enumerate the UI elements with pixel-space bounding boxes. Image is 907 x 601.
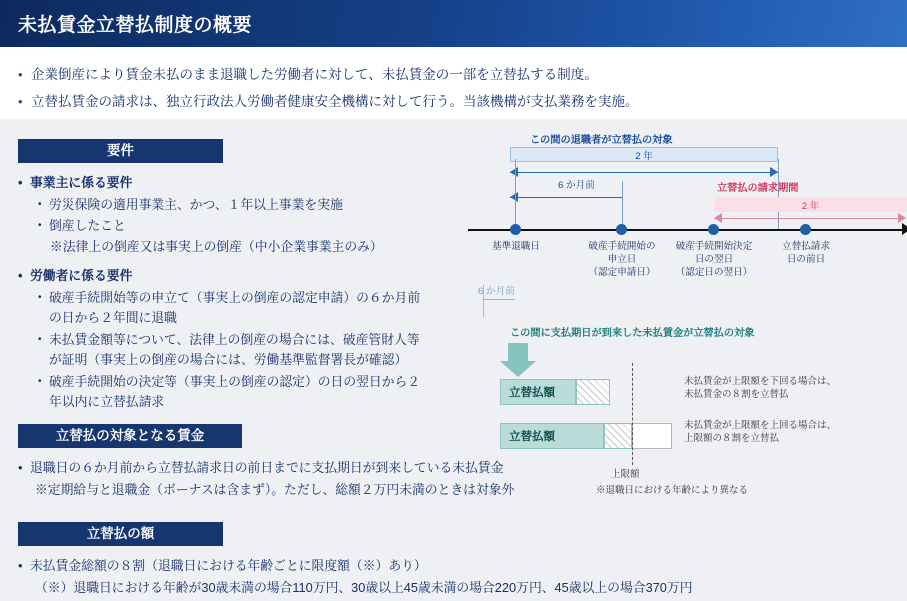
timeline-node-2-label-l1: 破産手続開始の <box>588 241 656 252</box>
arrow-left-head-icon <box>510 192 518 202</box>
worker-requirements-heading-text: 労働者に係る要件 <box>30 268 133 283</box>
two-year-band-value: 2 年 <box>635 151 653 162</box>
page-title: 未払賃金立替払制度の概要 <box>18 15 253 36</box>
arrow-left-head-icon <box>714 213 722 223</box>
arrow-right-head-icon <box>898 213 906 223</box>
worker-item-2-line1-text: 未払賃金額等について、法律上の倒産の場合には、破産管財人等 <box>49 332 420 347</box>
bar-2-hatch <box>604 423 632 449</box>
bullet-dot-icon: • <box>18 460 23 475</box>
bullet-dot-icon: • <box>18 558 23 573</box>
timeline-axis <box>468 229 906 231</box>
limit-line <box>632 363 633 465</box>
six-month-label-upper: 6 か月前 <box>558 180 595 191</box>
bullet-dot-icon: • <box>38 220 42 231</box>
intro-bullet-1-text: 企業倒産により賃金未払のまま退職した労働者に対して、未払賃金の一部を立替払する制度。 <box>31 67 598 82</box>
arrow-right-head-icon <box>770 167 778 177</box>
timeline-node-4-label-l1: 立替払請求 <box>782 241 830 252</box>
employer-item-1 <box>38 196 343 215</box>
limit-note: ※退職日における年齢により異なる <box>596 485 749 496</box>
bullet-dot-icon: • <box>38 292 42 303</box>
diagram-top-label: この間の退職者が立替払の対象 <box>530 135 673 146</box>
timeline-node-2-label-l2: 申立日 <box>607 253 637 265</box>
employer-item-1-text: 労災保険の適用事業主、かつ、１年以上事業を実施 <box>49 197 343 212</box>
worker-item-3-line2: 年以内に立替払請求 <box>49 394 165 409</box>
note-above-limit-l2: 上限額の８割を立替払 <box>684 433 780 445</box>
bullet-dot-icon: • <box>18 67 23 82</box>
six-month-span-line <box>510 197 622 198</box>
timeline-node-4-label-l2: 日の前日 <box>786 253 826 265</box>
amount-banner: 立替払の額 <box>18 522 223 546</box>
bullet-dot-icon: • <box>38 334 42 345</box>
timeline-node-2-label-l3: （認定申請日） <box>588 266 656 278</box>
target-wage-line-1 <box>18 459 503 478</box>
note-below-limit-l1: 未払賃金が上限額を下回る場合は、 <box>684 376 837 387</box>
bullet-dot-icon: • <box>18 268 23 283</box>
worker-item-1-line1 <box>38 289 420 308</box>
arrow-left-head-icon <box>510 167 518 177</box>
bar-1-label: 立替払額 <box>509 387 555 399</box>
bar-2-excess <box>632 423 672 449</box>
timeline-node-1-label-l1: 基準退職日 <box>492 241 540 252</box>
timeline-node-2-label <box>574 241 670 280</box>
employer-item-2-text: 倒産したこと <box>49 218 126 233</box>
two-year-span-line <box>510 172 778 173</box>
bullet-dot-icon: • <box>38 199 42 210</box>
bar-2-label: 立替払額 <box>509 431 555 443</box>
timeline-node-4 <box>800 224 811 235</box>
bar-1-hatch <box>576 379 610 405</box>
six-month-tick <box>622 181 623 229</box>
bullet-dot-icon: • <box>18 94 23 109</box>
timeline-diagram <box>468 119 907 504</box>
note-above-limit <box>684 419 836 446</box>
worker-item-2-line1 <box>38 331 420 350</box>
worker-item-1-line1-text: 破産手続開始等の申立て（事実上の倒産の認定申請）の６か月前 <box>49 290 421 305</box>
note-above-limit-l1: 未払賃金が上限額を上回る場合は、 <box>684 420 837 431</box>
bullet-dot-icon: • <box>18 175 23 190</box>
intro-bullet-2 <box>18 90 639 110</box>
timeline-node-3-label-l1: 破産手続開始決定 <box>675 241 753 252</box>
down-arrow-icon <box>500 343 536 377</box>
timeline-node-1 <box>510 224 521 235</box>
note-below-limit-l2: 未払賃金の８割を立替払 <box>684 389 789 401</box>
claim-period-value: 2 年 <box>801 201 820 212</box>
claim-period-line <box>714 218 902 219</box>
target-wage-line-1-text: 退職日の６か月前から立替払請求日の前日までに支払期日が到来している未払賃金 <box>30 460 504 475</box>
intro-section <box>0 47 907 119</box>
band-left-tick <box>515 159 516 229</box>
timeline-node-1-label <box>475 241 557 254</box>
timeline-node-3-label-l3: （認定日の翌日） <box>675 266 753 278</box>
worker-item-3-line1-text: 破産手続開始の決定等（事実上の倒産の認定）の日の翌日から２ <box>49 374 421 389</box>
target-wage-banner: 立替払の対象となる賃金 <box>18 424 242 448</box>
employer-item-2 <box>38 217 126 236</box>
worker-item-1-line2: の日から２年間に退職 <box>49 310 177 325</box>
timeline-node-3 <box>708 224 719 235</box>
amount-line-1 <box>18 557 427 576</box>
timeline-node-3-label-l2: 日の翌日 <box>694 253 734 265</box>
target-wage-line-2: ※定期給与と退職金（ボーナスは含まず）。ただし、総額２万円未満のときは対象外 <box>35 482 515 497</box>
worker-item-3-line1 <box>38 373 420 392</box>
axis-arrow-icon <box>902 223 907 235</box>
employer-requirements-heading-text: 事業主に係る要件 <box>30 175 133 190</box>
worker-item-2-line2: が証明（事実上の倒産の場合には、労働基準監督署長が確認） <box>49 352 408 367</box>
worker-requirements-heading <box>18 267 132 286</box>
teal-note: この間に支払期日が到来した未払賃金が立替払の対象 <box>510 328 755 339</box>
requirements-banner: 要件 <box>18 139 223 163</box>
amount-line-2: （※）退職日における年齢が30歳未満の場合110万円、30歳以上45歳未満の場合220万円、45歳以上の場合370万円 <box>35 580 693 595</box>
employer-requirements-heading <box>18 174 132 193</box>
timeline-node-2 <box>616 224 627 235</box>
page-header <box>0 0 907 47</box>
amount-line-1-text: 未払賃金総額の８割（退職日における年齢ごとに限度額（※）あり） <box>30 558 427 573</box>
lower-six-month-line <box>483 299 515 300</box>
intro-bullet-2-text: 立替払賃金の請求は、独立行政法人労働者健康安全機構に対して行う。当該機構が支払業務を実施。 <box>31 94 639 109</box>
claim-period-label: 立替払の請求期間 <box>717 183 799 194</box>
limit-label: 上限額 <box>611 469 640 480</box>
bullet-dot-icon: • <box>38 376 42 387</box>
six-month-label-lower: 6 か月前 <box>478 286 515 297</box>
note-below-limit <box>684 375 836 402</box>
timeline-node-4-label <box>764 241 848 267</box>
intro-bullet-1 <box>18 63 598 83</box>
timeline-node-3-label <box>660 241 768 280</box>
employer-note: ※法律上の倒産又は事実上の倒産（中小企業事業主のみ） <box>50 239 383 254</box>
